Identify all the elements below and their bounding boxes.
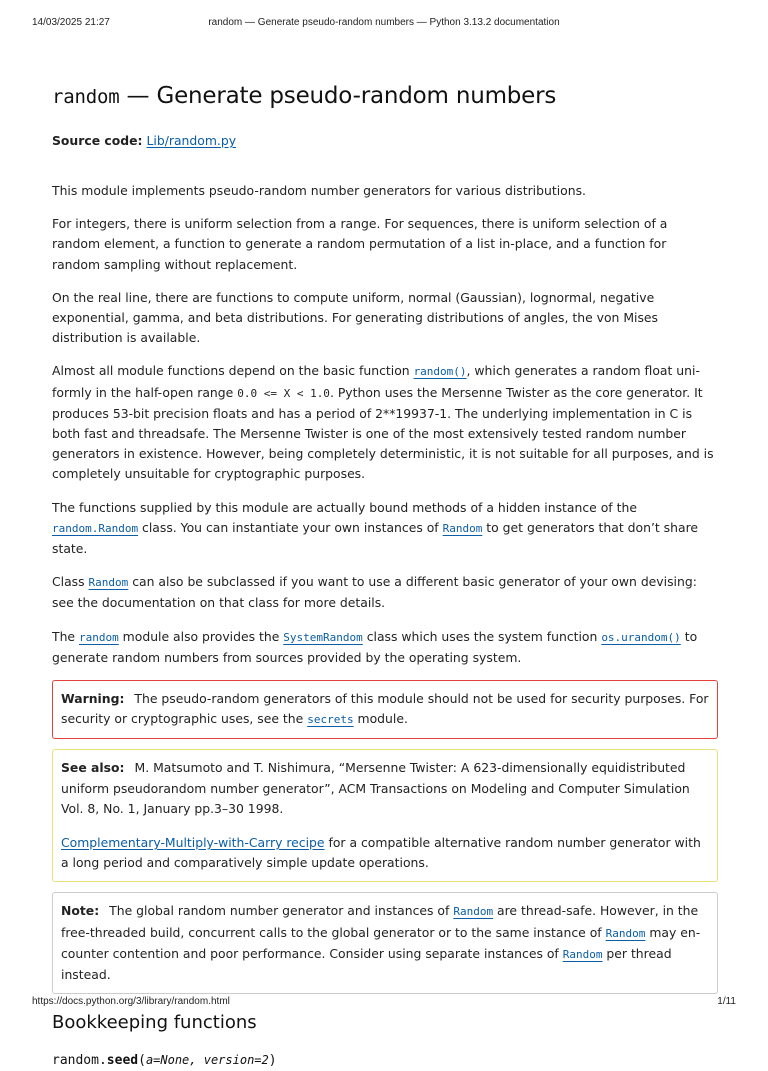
print-header: [0, 17, 768, 31]
text: M. Matsumoto and T. Nishimura, “Mersenne Twister: A 623-dimensionally equidistributed uniform pseudorandom number generator”, ACM Transactions on Modeling and Computer Simulation Vol. 8, No. 1, January pp.3–30 1998.: [61, 760, 690, 816]
intro-paragraph-1: This module implements pseudo-random number generators for various distributions.: [52, 183, 586, 198]
page-title-dash: —: [119, 83, 157, 109]
warning-text: [61, 689, 709, 730]
warning-box: [52, 680, 718, 739]
print-header-datetime: 14/03/2025 21:27: [32, 17, 110, 28]
text: The: [52, 628, 79, 644]
intro-paragraph-4: [52, 361, 718, 484]
text: to get generators that don’t share state.: [52, 519, 699, 557]
signature-paren-open: (: [138, 1053, 146, 1069]
source-code-link[interactable]: Lib/random.py: [146, 133, 237, 148]
text: may encounter contention and poor performance. Consider using separate instances of: [61, 924, 701, 961]
text: Almost all module functions depend on the basic function: [52, 363, 414, 379]
os-urandom-link[interactable]: os.urandom(): [601, 630, 681, 644]
text: , which generates a random float uniformly in the half-open range: [52, 363, 700, 400]
text: The pseudo-random generators of this module should not be used for security purposes. For security or cryptographic uses, see the: [61, 691, 709, 727]
print-footer-page: 1/11: [717, 996, 736, 1007]
secrets-module-link[interactable]: secrets: [307, 713, 354, 727]
print-header-title: random — Generate pseudo-random numbers — Python 3.13.2 documentation: [208, 17, 560, 28]
text: for a compatible alternative random number generator with a long period and comparatively simple update operations.: [61, 835, 701, 871]
text: are thread-safe. However, in the free-threaded build, concurrent calls to the global generator or to the same instance of: [61, 903, 699, 940]
intro-paragraph-3: On the real line, there are functions to compute uniform, normal (Gaussian), lognormal, negative exponential, gamma, and beta distributions. For generating distributions of angles, the von Mises distribution is available.: [52, 289, 659, 346]
section-heading-bookkeeping: Bookkeeping functions: [52, 1012, 257, 1034]
warning-label: Warning:: [61, 691, 125, 707]
see-also-label: See also:: [61, 760, 125, 776]
intro-paragraph-7: [52, 627, 718, 668]
signature-module: random.: [52, 1053, 107, 1069]
note-label: Note:: [61, 903, 100, 919]
text: The functions supplied by this module are actually bound methods of a hidden instance of the: [52, 499, 637, 515]
random-class-link[interactable]: Random: [442, 521, 483, 535]
text: to generate random numbers from sources provided by the operating system.: [52, 628, 698, 665]
note-text: [61, 901, 709, 985]
text: class. You can instantiate your own instances of: [138, 519, 443, 535]
range-literal: 0.0 <= X < 1.0: [237, 386, 330, 400]
source-code-line: [52, 131, 718, 151]
random-random-class-link[interactable]: random.Random: [52, 521, 139, 535]
signature-args: a=None, version=2: [145, 1053, 269, 1068]
random-class-link[interactable]: Random: [453, 905, 494, 919]
intro-paragraph-2: For integers, there is uniform selection from a range. For sequences, there is uniform selection of a random element, a function to generate a random permutation of a list in-place, and a function for random sampling without replacement.: [52, 216, 668, 272]
see-also-recipe: [61, 833, 709, 873]
signature-name: seed: [106, 1053, 139, 1069]
text: per thread instead.: [61, 945, 672, 983]
see-also-box: [52, 749, 718, 882]
text: The global random number generator and instances of: [109, 903, 454, 919]
random-class-link[interactable]: Random: [605, 926, 646, 940]
text: module also provides the: [118, 628, 284, 644]
random-function-link[interactable]: random(): [413, 365, 467, 379]
page-title-module: random: [52, 86, 120, 108]
text: class which uses the system function: [362, 628, 602, 644]
signature-paren-close: ): [268, 1053, 277, 1069]
source-code-label: Source code:: [52, 133, 143, 148]
text: can also be subclassed if you want to use a different basic generator of your own devising: see the documentation on that class for more details.: [52, 574, 697, 611]
intro-paragraph-6: [52, 572, 718, 613]
page-title-text: Generate pseudo-random numbers: [156, 83, 557, 109]
print-footer-url: https://docs.python.org/3/library/random.html: [32, 996, 230, 1007]
random-class-link[interactable]: Random: [562, 947, 603, 961]
text: module.: [353, 711, 408, 727]
random-class-link[interactable]: Random: [88, 576, 129, 590]
document-body: [52, 78, 718, 1071]
intro-paragraph-5: [52, 498, 718, 560]
random-module-link[interactable]: random: [78, 630, 119, 644]
text: . Python uses the Mersenne Twister as the core generator. It produces 53-bit precision floats and has a period of 2**19937-1. The underlying implementation in C is both fast and threadsafe. The Mersenne Twister is one of the most extensively tested random number generators in existence. However, being completely deterministic, it is not suitable for all purposes, and is completely unsuitable for cryptographic purposes.: [52, 384, 714, 482]
function-signature-seed: [52, 1050, 718, 1071]
print-footer: [0, 996, 768, 1010]
cmwc-recipe-link[interactable]: Complementary-Multiply-with-Carry recipe: [61, 835, 325, 851]
systemrandom-class-link[interactable]: SystemRandom: [283, 630, 363, 644]
page-title: [52, 78, 718, 115]
note-box: [52, 892, 718, 994]
see-also-text: [61, 758, 709, 819]
text: Class: [52, 574, 89, 590]
